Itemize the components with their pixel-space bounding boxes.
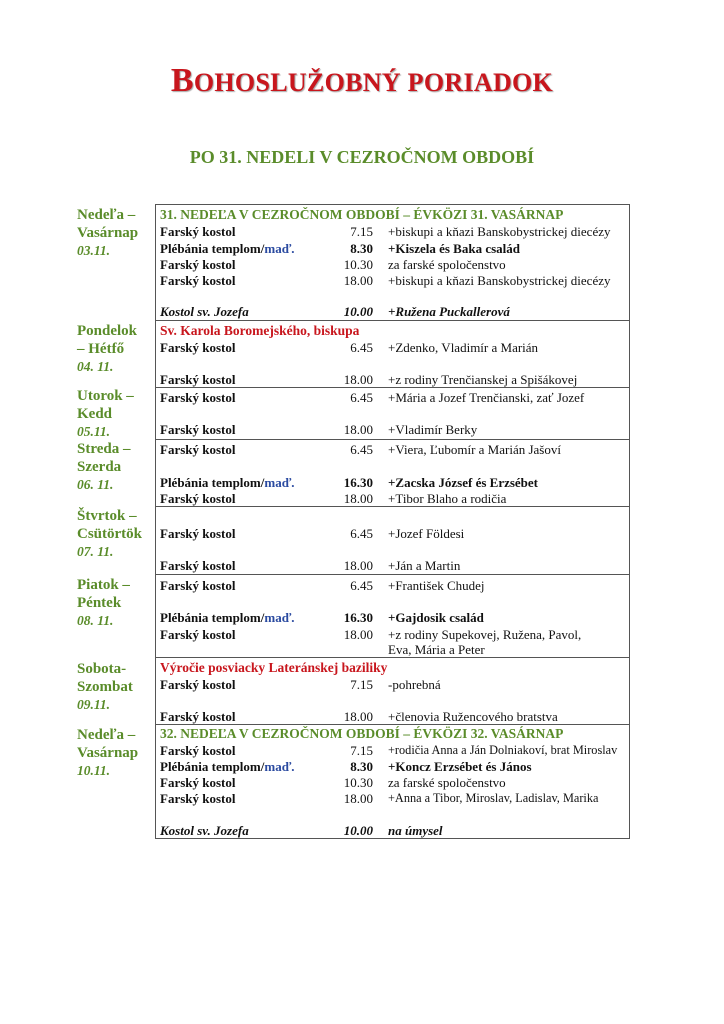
church-name: Farský kostol: [160, 372, 236, 387]
mass-intention: +z rodiny Supekovej, Ružena, Pavol,: [388, 627, 582, 642]
feast-header: Sv. Karola Boromejského, biskupa: [160, 323, 360, 338]
church-name: Farský kostol: [160, 709, 236, 724]
church-name: Kostol sv. Jozefa: [160, 823, 249, 838]
mass-time: 7.15: [350, 224, 373, 239]
table-row: [0, 743, 724, 759]
church-name: Plébánia templom/maď.: [160, 475, 295, 490]
day-name-1: Pondelok: [77, 323, 138, 339]
mass-intention: na úmysel: [388, 823, 443, 838]
mass-intention: +Gajdosik család: [388, 610, 484, 625]
table-row: [0, 610, 724, 626]
mass-intention: +Kiszela és Baka család: [388, 241, 520, 256]
church-name: Farský kostol: [160, 257, 236, 272]
church-name: Plébánia templom/maď.: [160, 610, 295, 625]
table-row: [0, 372, 724, 388]
mass-intention: +biskupi a kňazi Banskobystrickej diecézy: [388, 273, 611, 288]
table-row: [0, 273, 724, 289]
mass-time: 16.30: [343, 610, 373, 625]
page-title: BOHOSLUŽOBNÝ PORIADOK: [170, 62, 554, 99]
mass-time: 18.00: [343, 491, 373, 506]
table-row: [0, 475, 724, 491]
church-name: Farský kostol: [160, 775, 236, 790]
table-row: [0, 677, 724, 693]
mass-intention: +Koncz Erzsébet és János: [388, 759, 532, 774]
table-row: [0, 759, 724, 775]
mass-time: 8.30: [350, 241, 373, 256]
mass-intention: +členovia Ružencového bratstva: [388, 709, 558, 724]
day-name-1: Nedeľa –: [77, 727, 136, 743]
table-row: [0, 709, 724, 725]
sunday-header: 31. NEDEĽA V CEZROČNOM OBDOBÍ – ÉVKÖZI 31. VASÁRNAP: [160, 207, 564, 222]
day-date: 07. 11.: [77, 544, 114, 559]
church-name: Farský kostol: [160, 526, 236, 541]
church-name: Plébánia templom/maď.: [160, 759, 295, 774]
language-tag: maď.: [264, 610, 295, 625]
church-name: Plébánia templom/maď.: [160, 241, 295, 256]
mass-intention: +Zdenko, Vladimír a Marián: [388, 340, 539, 355]
mass-intention: +rodičia Anna a Ján Dolniakoví, brat Miroslav: [388, 743, 618, 757]
mass-intention: +Mária a Jozef Trenčianski, zať Jozef: [388, 390, 585, 405]
day-date: 09.11.: [77, 697, 111, 712]
mass-time: 6.45: [350, 526, 373, 541]
table-row: [0, 442, 724, 458]
mass-intention: za farské spoločenstvo: [388, 775, 506, 790]
mass-time: 7.15: [350, 743, 373, 758]
mass-intention: -pohrebná: [388, 677, 441, 692]
table-row: [0, 823, 724, 839]
church-name: Farský kostol: [160, 422, 236, 437]
feast-header: Výročie posviacky Lateránskej baziliky: [160, 660, 388, 675]
mass-time: 10.30: [343, 775, 373, 790]
table-row: [0, 340, 724, 356]
day-name-1: Piatok –: [77, 577, 130, 593]
day-name-2: Csütörtök: [77, 525, 143, 542]
mass-time: 18.00: [343, 422, 373, 437]
mass-intention: za farské spoločenstvo: [388, 257, 506, 272]
church-name: Farský kostol: [160, 340, 236, 355]
mass-intention: +Anna a Tibor, Miroslav, Ladislav, Marika: [388, 791, 599, 805]
table-row: [0, 627, 724, 643]
table-row: [0, 791, 724, 807]
day-name-1: Štvrtok –: [77, 508, 137, 524]
mass-time: 18.00: [343, 791, 373, 806]
sunday-header: 32. NEDEĽA V CEZROČNOM OBDOBÍ – ÉVKÖZI 32. VASÁRNAP: [160, 726, 564, 741]
mass-time: 6.45: [350, 442, 373, 457]
mass-intention: +biskupi a kňazi Banskobystrickej diecézy: [388, 224, 611, 239]
day-name-1: Nedeľa –: [77, 207, 136, 223]
table-row: [0, 642, 724, 658]
table-row: [0, 526, 724, 542]
day-name-1: Sobota-: [77, 661, 127, 677]
table-row: [0, 241, 724, 257]
table-row: [0, 390, 724, 406]
mass-time: 6.45: [350, 390, 373, 405]
day-name-2: Vasárnap: [77, 744, 139, 761]
mass-time: 18.00: [343, 372, 373, 387]
day-name-2: – Hétfő: [77, 340, 125, 357]
mass-time: 7.15: [350, 677, 373, 692]
day-date: 10.11.: [77, 763, 111, 778]
church-name: Farský kostol: [160, 627, 236, 642]
table-row: [0, 775, 724, 791]
mass-time: 16.30: [343, 475, 373, 490]
mass-intention: +Vladimír Berky: [388, 422, 478, 437]
page-subtitle: PO 31. NEDELI V CEZROČNOM OBDOBÍ: [189, 147, 535, 167]
day-date: 05.11.: [77, 424, 111, 439]
mass-time: 6.45: [350, 340, 373, 355]
mass-time: 8.30: [350, 759, 373, 774]
day-date: 04. 11.: [77, 359, 114, 374]
day-name-2: Szerda: [77, 458, 122, 475]
table-row: [0, 558, 724, 574]
mass-intention: +Tibor Blaho a rodičia: [388, 491, 507, 506]
church-name: Farský kostol: [160, 578, 236, 593]
church-name: Farský kostol: [160, 677, 236, 692]
day-divider: [155, 320, 630, 321]
day-name-2: Vasárnap: [77, 224, 139, 241]
mass-intention: +Viera, Ľubomír a Marián Jašoví: [388, 442, 561, 457]
mass-time: 18.00: [343, 273, 373, 288]
day-name-1: Streda –: [77, 441, 131, 457]
mass-intention: +z rodiny Trenčianskej a Spišákovej: [388, 372, 578, 387]
church-name: Farský kostol: [160, 743, 236, 758]
mass-time: 18.00: [343, 709, 373, 724]
day-divider: [155, 574, 630, 575]
mass-intention: +Zacska József és Erzsébet: [388, 475, 539, 490]
church-name: Farský kostol: [160, 390, 236, 405]
church-name: Farský kostol: [160, 273, 236, 288]
day-divider: [155, 439, 630, 440]
mass-time: 18.00: [343, 558, 373, 573]
mass-time: 18.00: [343, 627, 373, 642]
day-name-2: Kedd: [77, 405, 113, 422]
table-row: [0, 304, 724, 320]
church-name: Farský kostol: [160, 791, 236, 806]
table-row: [0, 224, 724, 240]
mass-intention: Eva, Mária a Peter: [388, 642, 485, 657]
church-name: Farský kostol: [160, 442, 236, 457]
table-row: [0, 257, 724, 273]
day-name-2: Szombat: [77, 678, 133, 695]
day-date: 03.11.: [77, 243, 111, 258]
table-row: [0, 578, 724, 594]
church-name: Farský kostol: [160, 558, 236, 573]
mass-time: 6.45: [350, 578, 373, 593]
language-tag: maď.: [264, 241, 295, 256]
day-date: 08. 11.: [77, 613, 114, 628]
table-row: [0, 422, 724, 438]
language-tag: maď.: [264, 759, 295, 774]
table-row: [0, 491, 724, 507]
mass-time: 10.00: [343, 823, 373, 838]
language-tag: maď.: [264, 475, 295, 490]
mass-intention: +Ružena Puckallerová: [388, 304, 510, 319]
mass-time: 10.30: [343, 257, 373, 272]
church-name: Kostol sv. Jozefa: [160, 304, 249, 319]
church-name: Farský kostol: [160, 491, 236, 506]
day-name-2: Péntek: [77, 594, 122, 611]
mass-intention: +Ján a Martin: [388, 558, 461, 573]
mass-intention: +František Chudej: [388, 578, 485, 593]
day-date: 06. 11.: [77, 477, 114, 492]
mass-intention: +Jozef Földesi: [388, 526, 465, 541]
church-name: Farský kostol: [160, 224, 236, 239]
day-name-1: Utorok –: [77, 388, 134, 404]
mass-time: 10.00: [343, 304, 373, 319]
